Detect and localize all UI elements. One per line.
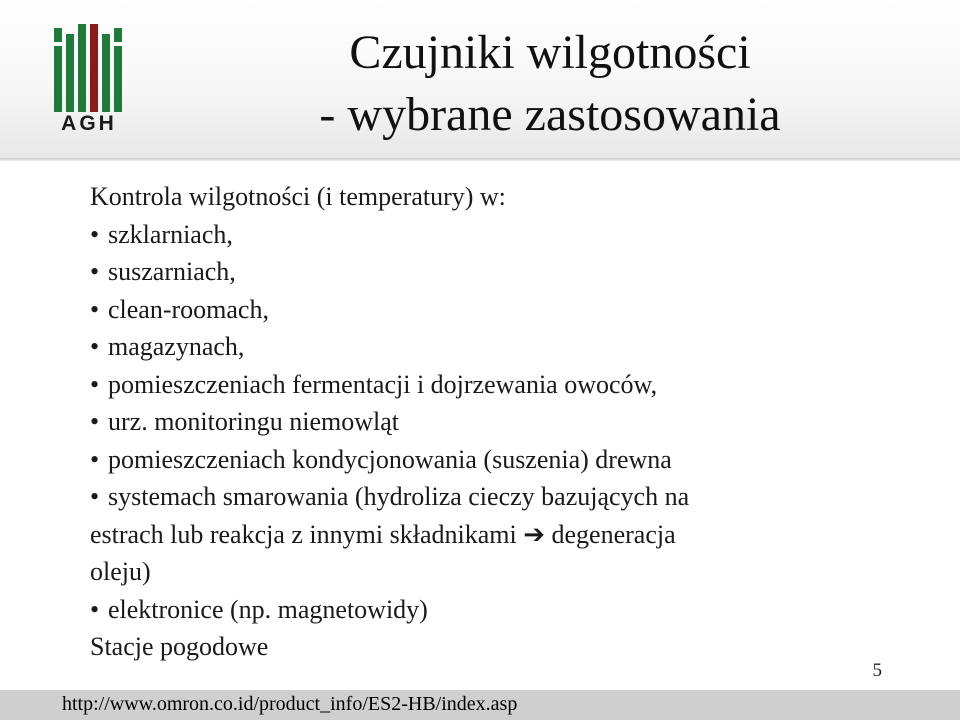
logo-bar [114, 28, 122, 42]
slide-body [90, 178, 920, 666]
bullet-item [90, 441, 920, 479]
bullet-dot: • [90, 444, 100, 474]
logo-bar [54, 28, 62, 42]
bullet-text: magazynach, [108, 332, 245, 361]
bullet-item [90, 366, 920, 404]
continuation-text: oleju) [90, 557, 151, 586]
continuation-text-part: degeneracja [551, 519, 676, 549]
bullet-text: elektronice (np. magnetowidy) [108, 594, 428, 624]
slide-title-line2: - wybrane zastosowania [319, 88, 781, 141]
bullet-text: clean-roomach, [108, 294, 269, 324]
bullet-text: szklarniach, [108, 219, 233, 249]
bullet-dot: • [90, 219, 100, 249]
arrow-right-icon: ➔ [523, 519, 545, 549]
bullet-item [90, 253, 920, 291]
bullet-item [90, 403, 920, 441]
header-divider [0, 158, 960, 161]
logo-bar [102, 34, 110, 112]
bullet-item [90, 591, 920, 629]
bullet-dot: • [90, 594, 100, 624]
closing-text: Stacje pogodowe [90, 632, 269, 661]
logo-bar [78, 24, 86, 112]
logo-bar [66, 34, 74, 112]
page-number: 5 [872, 660, 882, 681]
bullet-text: systemach smarowania (hydroliza cieczy bazujących na [108, 482, 690, 511]
source-link[interactable]: http://www.omron.co.id/product_info/ES2-HB/index.asp [62, 693, 518, 715]
bullet-item [90, 291, 920, 329]
bullet-item [90, 328, 920, 366]
logo-bar [54, 46, 62, 112]
bullet-dot: • [90, 482, 100, 511]
bullet-dot: • [90, 294, 100, 324]
logo-bar [114, 46, 122, 112]
intro-text: Kontrola wilgotności (i temperatury) w: [90, 182, 506, 211]
bullet-dot: • [90, 332, 100, 361]
continuation-text-part: estrach lub reakcja z innymi składnikami [90, 519, 517, 549]
bullet-text: pomieszczeniach fermentacji i dojrzewania owoców, [108, 369, 658, 399]
bullet-dot: • [90, 257, 100, 286]
bullet-item [90, 478, 920, 516]
bullet-dot: • [90, 407, 100, 436]
bullet-text: pomieszczeniach kondycjonowania (suszenia) drewna [108, 444, 672, 474]
logo-wordmark: AGH [61, 112, 117, 135]
logo-bar [90, 24, 98, 112]
bullet-dot: • [90, 369, 100, 399]
bullet-text: suszarniach, [108, 257, 236, 286]
continuation-text [90, 516, 920, 554]
bullet-text: urz. monitoringu niemowląt [108, 407, 400, 436]
bullet-item [90, 216, 920, 254]
slide-title-line1: Czujniki wilgotności [349, 26, 751, 79]
slide-title [170, 22, 930, 146]
